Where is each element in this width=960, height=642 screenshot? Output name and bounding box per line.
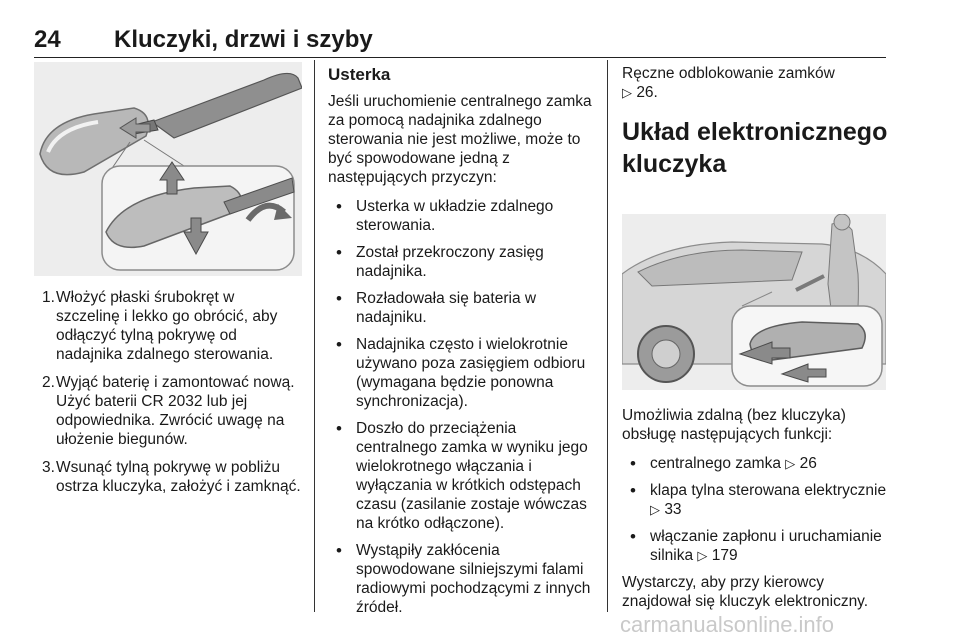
list-item: • Usterka w układzie zdalnego sterowania.: [328, 197, 596, 235]
column-divider-2: [607, 60, 608, 612]
page-ref-icon: ▷: [650, 502, 660, 517]
step-number: 2.: [42, 374, 55, 391]
manual-unlock-reference[interactable]: [622, 64, 892, 102]
chapter-title: Kluczyki, drzwi i szyby: [114, 26, 373, 53]
list-item: [34, 373, 302, 449]
page-number: 24: [34, 26, 61, 53]
function-label: klapa tylna sterowana elektrycznie: [650, 482, 887, 499]
header-rule: [34, 57, 886, 58]
electronic-key-closing: Wystarczy, aby przy kierowcy znajdował się kluczyk elektroniczny.: [622, 574, 869, 610]
page-ref-icon: ▷: [785, 456, 796, 471]
step-text: Włożyć płaski śrubokręt w szczelinę i lekko go obrócić, aby odłączyć tylną pokrywę od nadajnika zdalnego sterowania.: [56, 289, 278, 363]
screwdriver-handle: [152, 73, 302, 138]
page-ref-icon: ▷: [697, 548, 708, 563]
function-page: 179: [711, 547, 738, 564]
list-item[interactable]: [622, 454, 892, 473]
list-item: • Wystąpiły zakłócenia spowodowane silniejszymi falami radiowymi pochodzącymi z innych źródeł.: [328, 541, 596, 617]
list-item: [34, 458, 302, 496]
electronic-key-functions-list: [622, 454, 892, 565]
step-text: Wsunąć tylną pokrywę w pobliżu ostrza kluczyka, założyć i zamknąć.: [56, 459, 301, 495]
list-item: • Rozładowała się bateria w nadajniku.: [328, 289, 596, 327]
function-label: centralnego zamka: [650, 455, 781, 472]
function-label: włączanie zapłonu i uruchamianie silnika: [650, 528, 882, 564]
car-illustration-svg: [622, 214, 886, 390]
function-page: 33: [664, 501, 682, 518]
function-page: 26: [799, 455, 817, 472]
section-heading-fault: Usterka: [328, 65, 391, 84]
key-fob-illustration-svg: [34, 62, 302, 276]
step-text: Wyjąć baterię i zamontować nową. Użyć baterii CR 2032 lub jej odpowiednika. Zwrócić uwagę na ułożenie biegunów.: [56, 374, 295, 448]
column-middle: [328, 64, 596, 625]
watermark: carmanualsonline.info: [620, 612, 835, 637]
manual-unlock-page: 26.: [636, 84, 658, 101]
battery-steps-list: [34, 288, 302, 496]
list-item: • Doszło do przeciążenia centralnego zamka w wyniku jego wielokrotnego włączania i wyłączania w krótkich odstępach czasu (zasilanie zostaje wówczas na krótko odłączone).: [328, 419, 596, 533]
list-item[interactable]: [622, 481, 892, 519]
column-divider-1: [314, 60, 315, 612]
manual-unlock-text: Ręczne odblokowanie zamków: [622, 65, 835, 82]
list-item: • Nadajnika często i wielokrotnie używano poza zasięgiem odbioru (wymagana będzie ponowna synchronizacja).: [328, 335, 596, 411]
person-head: [834, 214, 850, 230]
column-left: [34, 288, 302, 505]
step-number: 3.: [42, 459, 55, 476]
list-item: [34, 288, 302, 364]
list-item[interactable]: [622, 527, 892, 565]
keyless-car-door-illustration: [622, 214, 886, 390]
list-item: • Został przekroczony zasięg nadajnika.: [328, 243, 596, 281]
fault-causes-list: [328, 197, 596, 617]
column-right-lower: [622, 406, 892, 621]
callout-line-right: [144, 140, 184, 166]
key-fob-screwdriver-illustration: [34, 62, 302, 276]
column-right: [622, 64, 892, 194]
electronic-key-intro: Umożliwia zdalną (bez kluczyka) obsługę następujących funkcji:: [622, 407, 846, 443]
step-number: 1.: [42, 289, 55, 306]
section-heading-electronic-key: Układ elektronicznego kluczyka: [622, 118, 888, 178]
fault-intro: Jeśli uruchomienie centralnego zamka za pomocą nadajnika zdalnego sterowania nie jest możliwe, może to być spowodowane jedną z następujących przyczyn:: [328, 93, 592, 186]
wheel-hub: [652, 340, 680, 368]
page-ref-icon: ▷: [622, 85, 632, 100]
